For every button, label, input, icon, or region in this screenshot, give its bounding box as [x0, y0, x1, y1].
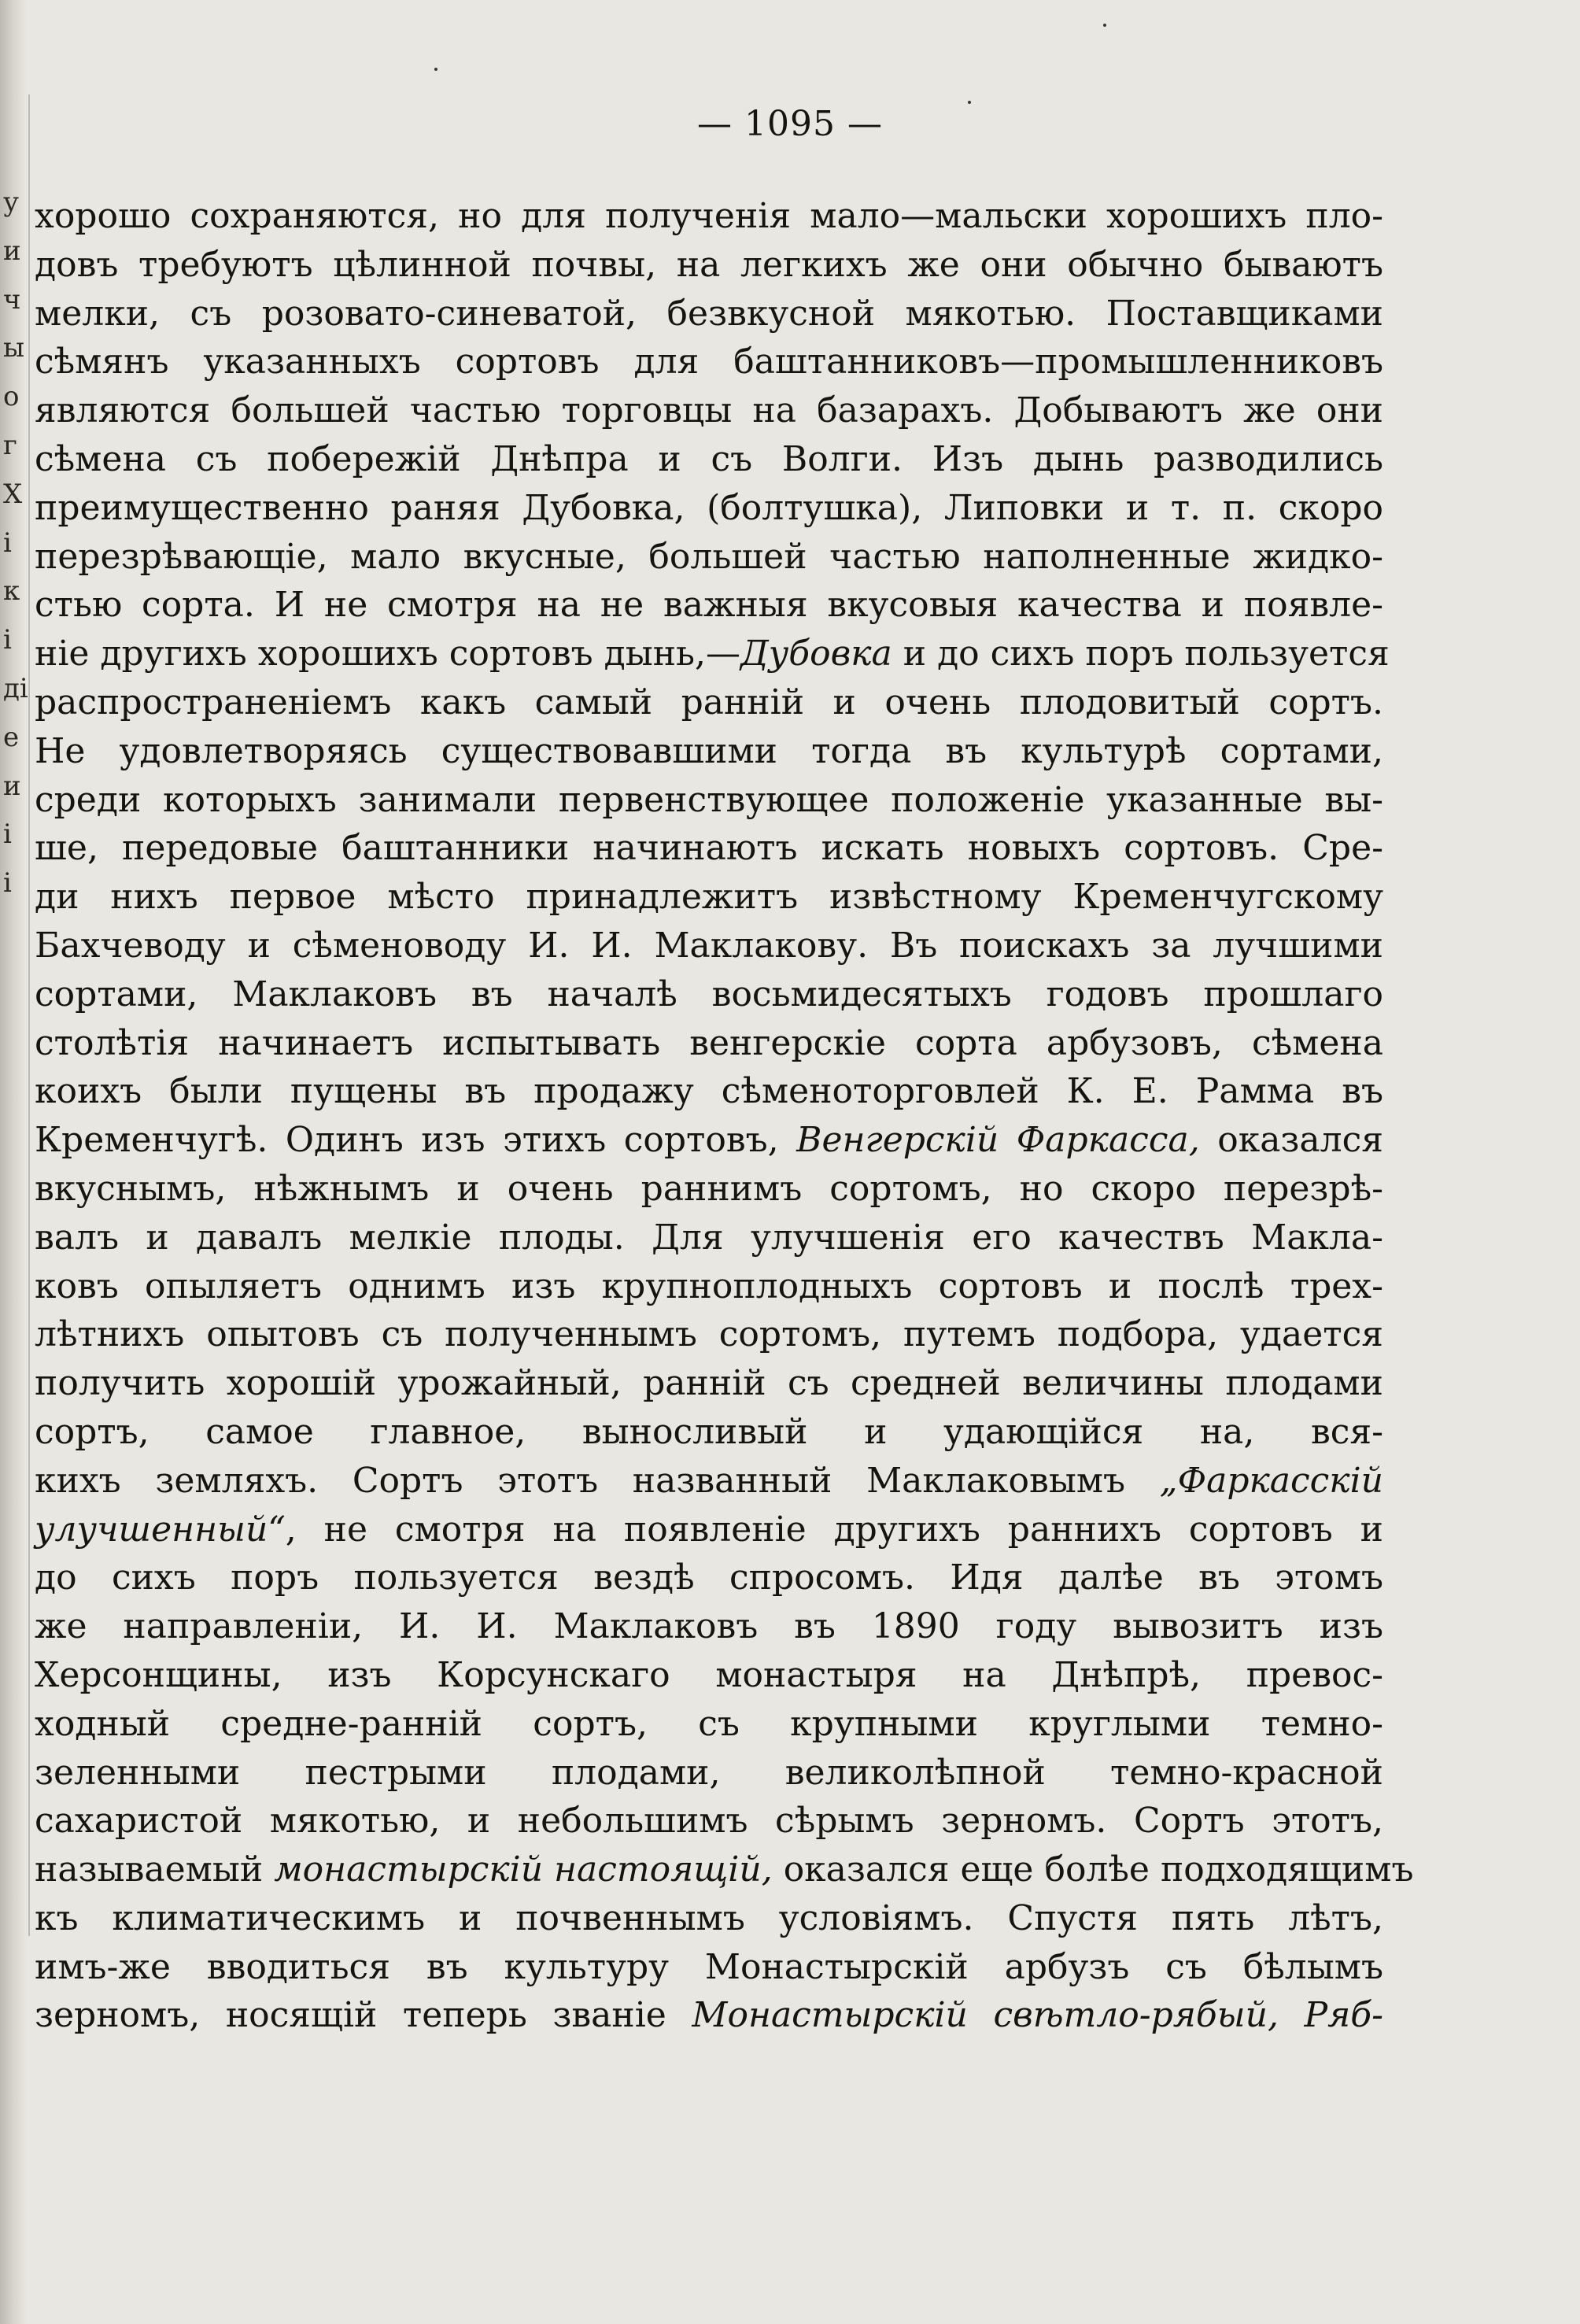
text-line — [35, 290, 1383, 338]
text-segment: стью сорта. И не смотря на не важныя вкусовыя качества и появле- — [35, 585, 1383, 626]
margin-fragment: у — [3, 187, 20, 218]
text-line — [35, 1067, 1383, 1116]
text-line — [35, 581, 1383, 630]
text-segment: называемый — [35, 1849, 275, 1890]
text-line — [35, 1310, 1383, 1359]
text-segment: Кременчугѣ. Одинъ изъ этихъ сортовъ, — [35, 1120, 797, 1161]
text-segment: сортъ, самое главное, выносливый и удающійся на, вся- — [35, 1411, 1383, 1452]
text-segment: оказался еще болѣе подходящимъ — [772, 1849, 1414, 1890]
text-segment: Бахчеводу и сѣменоводу И. И. Маклакову. Въ поискахъ за лучшими — [35, 925, 1383, 966]
text-segment: и до сихъ поръ пользуется — [892, 634, 1390, 674]
margin-fragment: е — [3, 721, 20, 753]
text-line — [35, 1991, 1383, 2040]
margin-fragment: г — [3, 430, 17, 461]
text-line — [35, 1506, 1383, 1554]
text-line — [35, 824, 1383, 873]
text-line — [35, 1797, 1383, 1846]
text-line — [35, 1846, 1414, 1894]
text-line — [35, 1165, 1383, 1214]
text-line — [35, 873, 1383, 922]
text-segment: лѣтнихъ опытовъ съ полученнымъ сортомъ, путемъ подбора, удается — [35, 1314, 1383, 1355]
text-segment: сортами, Маклаковъ въ началѣ восьмидесятыхъ годовъ прошлаго — [35, 974, 1383, 1014]
margin-fragment: к — [3, 575, 20, 608]
margin-fragment: о — [3, 381, 20, 413]
text-segment: зерномъ, носящій теперь званіе — [35, 1995, 692, 2036]
text-line — [35, 1554, 1383, 1602]
paper-speck — [434, 68, 437, 71]
text-line — [35, 1214, 1383, 1262]
text-segment: довъ требуютъ цѣлинной почвы, на легкихъ же они обычно бываютъ — [35, 244, 1383, 285]
text-line — [35, 1408, 1383, 1457]
margin-fragment: і — [3, 624, 12, 656]
text-line — [35, 1457, 1383, 1506]
margin-fragment: и — [3, 235, 21, 267]
text-segment: оказался — [1199, 1120, 1384, 1161]
text-line — [35, 1262, 1383, 1311]
text-segment: ніе другихъ хорошихъ сортовъ дынь,— — [35, 634, 740, 674]
text-line — [35, 241, 1383, 290]
text-line — [35, 1359, 1383, 1408]
text-segment: сѣмянъ указанныхъ сортовъ для баштанниковъ—промышленниковъ — [35, 342, 1383, 382]
text-line — [35, 338, 1383, 386]
text-line — [35, 678, 1383, 727]
text-line — [35, 1116, 1383, 1165]
italic-text: улучшенный“ — [35, 1509, 286, 1550]
text-segment: перезрѣвающіе, мало вкусные, большей частью наполненные жидко- — [35, 536, 1383, 577]
text-segment: имъ-же вводиться въ культуру Монастырскій арбузъ съ бѣлымъ — [35, 1946, 1383, 1987]
text-segment: среди которыхъ занимали первенствующее положеніе указанные вы- — [35, 779, 1383, 820]
text-line — [35, 630, 1390, 678]
text-segment: же направленіи, И. И. Маклаковъ въ 1890 году вывозитъ изъ — [35, 1606, 1383, 1647]
body-text — [35, 192, 1414, 2040]
text-segment: къ климатическимъ и почвеннымъ условіямъ. Спустя пять лѣтъ, — [35, 1897, 1383, 1938]
italic-text: Монастырскій свѣтло-рябый, Ряб- — [692, 1995, 1384, 2036]
margin-fragment: и — [3, 770, 21, 802]
text-line — [35, 1700, 1383, 1749]
text-segment: ди нихъ первое мѣсто принадлежитъ извѣстному Кременчугскому — [35, 877, 1383, 918]
text-segment: ходный средне-ранній сортъ, съ крупными круглыми темно- — [35, 1703, 1383, 1744]
text-line — [35, 1943, 1383, 1992]
text-segment: мелки, съ розовато-синеватой, безвкусной мякотью. Поставщиками — [35, 293, 1383, 334]
margin-fragment: ы — [3, 332, 25, 364]
text-segment: сѣмена съ побережій Днѣпра и съ Волги. Изъ дынь разводились — [35, 438, 1383, 479]
margin-fragment: ді — [3, 673, 28, 704]
text-segment: преимущественно раняя Дубовка, (болтушка), Липовки и т. п. скоро — [35, 487, 1383, 528]
margin-fragment: і — [3, 818, 12, 851]
text-line — [35, 1019, 1383, 1068]
text-line — [35, 1602, 1383, 1651]
text-line — [35, 386, 1383, 435]
text-segment: хорошо сохраняются, но для полученія мало—мальски хорошихъ пло- — [35, 196, 1383, 236]
italic-text: Венгерскій Фаркасса, — [796, 1120, 1200, 1161]
margin-fragment: Х — [3, 478, 23, 510]
text-line — [35, 1749, 1383, 1797]
text-segment: вкуснымъ, нѣжнымъ и очень раннимъ сортомъ, но скоро перезрѣ- — [35, 1168, 1383, 1209]
text-line — [35, 1651, 1383, 1700]
text-segment: ковъ опыляетъ однимъ изъ крупноплодныхъ сортовъ и послѣ трех- — [35, 1265, 1383, 1306]
paper-speck — [968, 101, 971, 104]
italic-text: „Фаркасскій — [1159, 1460, 1383, 1501]
margin-fragment: і — [3, 527, 12, 559]
text-segment: столѣтія начинаетъ испытывать венгерскіе сорта арбузовъ, сѣмена — [35, 1022, 1383, 1063]
text-segment: являются большей частью торговцы на базарахъ. Добываютъ же они — [35, 390, 1383, 431]
text-segment: получить хорошій урожайный, ранній съ средней величины плодами — [35, 1363, 1383, 1404]
text-segment: Не удовлетворяясь существовавшими тогда въ культурѣ сортами, — [35, 730, 1383, 771]
text-segment: до сихъ поръ пользуется вездѣ спросомъ. Идя далѣе въ этомъ — [35, 1557, 1383, 1598]
text-segment: кихъ земляхъ. Сортъ этотъ названный Маклаковымъ — [35, 1460, 1160, 1501]
margin-fragment: і — [3, 867, 12, 900]
text-segment: валъ и давалъ мелкіе плоды. Для улучшенія его качествъ Макла- — [35, 1217, 1383, 1258]
text-line — [35, 1894, 1383, 1943]
text-segment: , не смотря на появленіе другихъ раннихъ сортовъ и — [285, 1509, 1383, 1550]
text-segment: зеленными пестрыми плодами, великолѣпной темно-красной — [35, 1752, 1383, 1793]
text-line — [35, 484, 1383, 533]
text-line — [35, 922, 1383, 970]
text-line — [35, 192, 1383, 241]
text-segment: Херсонщины, изъ Корсунскаго монастыря на Днѣпрѣ, превос- — [35, 1654, 1383, 1695]
text-segment: распространеніемъ какъ самый ранній и очень плодовитый сортъ. — [35, 682, 1383, 722]
page-number: — 1095 — — [697, 104, 883, 144]
text-line — [35, 776, 1383, 825]
italic-text: Дубовка — [740, 634, 892, 674]
text-segment: сахаристой мякотью, и небольшимъ сѣрымъ зерномъ. Сортъ этотъ, — [35, 1801, 1383, 1842]
paper-speck — [1103, 24, 1106, 27]
text-line — [35, 727, 1383, 776]
margin-fragment: ч — [3, 283, 21, 316]
text-segment: коихъ были пущены въ продажу сѣменоторговлей К. Е. Рамма въ — [35, 1071, 1383, 1112]
italic-text: монастырскій настоящій, — [274, 1849, 773, 1890]
text-line — [35, 435, 1383, 484]
text-line — [35, 533, 1383, 582]
text-line — [35, 970, 1383, 1019]
text-segment: ше, передовые баштанники начинаютъ искать новыхъ сортовъ. Сре- — [35, 828, 1383, 869]
